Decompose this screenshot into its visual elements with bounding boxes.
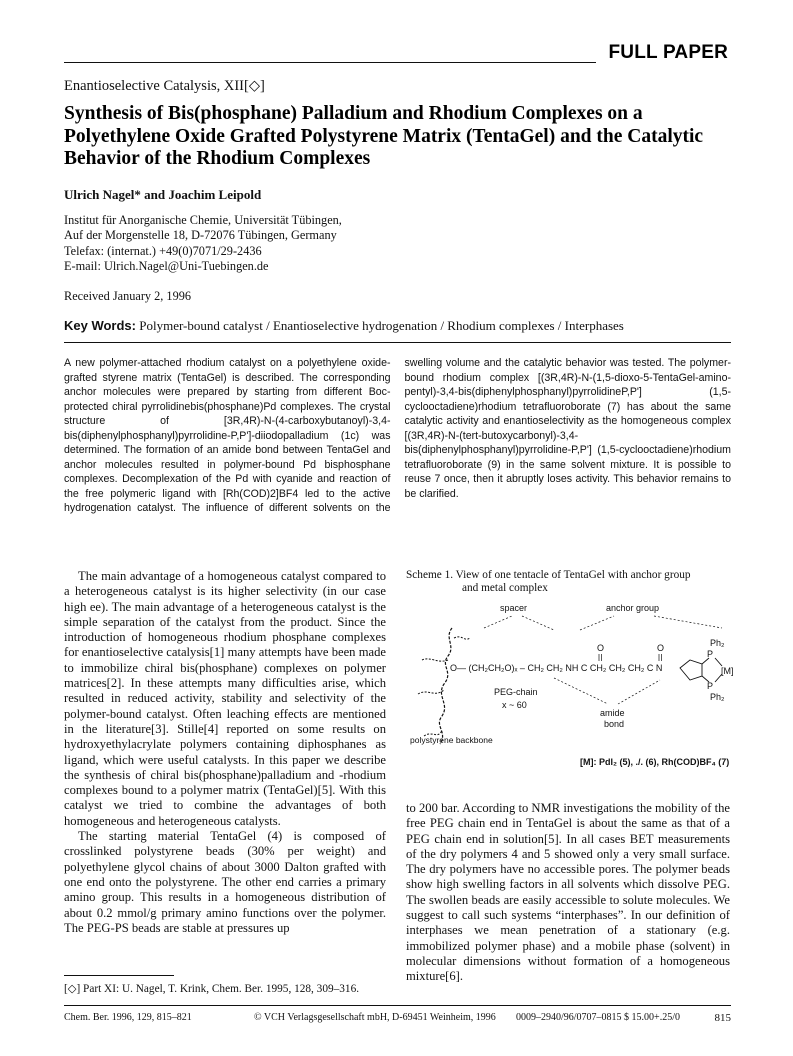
ph-top-label: Ph₂ xyxy=(710,638,725,648)
body-paragraph: The starting material TentaGel (4) is composed of crosslinked polystyrene beads (30% per weight) and polyethylene glycol chains of about 3000 Dalton grafted with one end onto the polystyrene. The other end carries a primary amino group. This results in a homogeneous distribution of about 0.2 mmol/g primary amino functions over the polymer. The PEG-PS beads are stable at pressures up xyxy=(64,829,386,935)
abstract xyxy=(64,356,731,516)
chain-formula: O— (CH₂CH₂O)ₓ – CH₂ CH₂ NH C CH₂ CH₂ CH₂ C N xyxy=(450,663,663,673)
metal-bond xyxy=(715,658,722,666)
x-value-label: x ~ 60 xyxy=(502,700,527,710)
carbonyl-o-label: O xyxy=(657,643,665,653)
footer-divider xyxy=(64,1005,731,1006)
spacer-guide xyxy=(522,616,554,630)
anchor-guide xyxy=(654,616,722,628)
series-title: Enantioselective Catalysis, XII[◇] xyxy=(64,78,265,94)
peg-guide xyxy=(554,678,608,704)
amide-label: amide xyxy=(600,708,625,718)
metal-label: [M] xyxy=(721,666,734,676)
body-paragraph: The main advantage of a homogeneous catalyst compared to a heterogeneous catalyst is its higher selectivity (in our case high ee). The main advantage of a heterogeneous catalyst is the simple separation of the catalyst from the product. Since the introduction of homogeneous rhodium phosphane complexes for enantioselective catalysis[1] many attempts have been made to immobilize chiral bis(phosphane) complexes on polymer matrices[2]. In these attempts many difficulties arise, which resulted in reduced activity, stability and selectivity of the polymer-bound catalyst. Often leaching effects are mentioned in the literature[3]. Stille[4] reported on some results on hydroxyethylacrylate polymers containing diphosphanes as ligand, which were useful catalysts. In this paper we describe the synthesis of chiral bis(phosphane)palladium and -rhodium complexes bound to a polymer matrix (TentaGel)[5]. With this catalyst we tried to combine the advantages of both homogeneous and heterogeneous catalysts. xyxy=(64,569,386,828)
body-right-column xyxy=(406,801,730,985)
footnote: [◇] Part XI: U. Nagel, T. Krink, Chem. Ber. 1995, 128, 309–316. xyxy=(64,983,360,995)
affiliation-line: Auf der Morgenstelle 18, D-72076 Tübingen, Germany xyxy=(64,228,337,243)
polystyrene-branch-shape xyxy=(422,659,448,661)
section-label: FULL PAPER xyxy=(608,42,728,63)
metal-legend: [M]: PdI₂ (5), ./. (6), Rh(COD)BF₄ (7) xyxy=(580,757,730,767)
spacer-label: spacer xyxy=(500,603,528,613)
footer-publisher: © VCH Verlagsgesellschaft mbH, D-69451 Weinheim, 1996 xyxy=(254,1012,496,1023)
keywords-text: Polymer-bound catalyst / Enantioselective hydrogenation / Rhodium complexes / Interphases xyxy=(139,318,624,333)
scheme-caption xyxy=(406,569,736,595)
footer-journal: Chem. Ber. 1996, 129, 815–821 xyxy=(64,1012,192,1023)
bond-label: bond xyxy=(604,719,625,729)
paper-title: Synthesis of Bis(phosphane) Palladium and Rhodium Complexes on a Polyethylene Oxide Grafted Polystyrene Matrix (TentaGel) and the Catalytic Behavior of the Rhodium Complexes xyxy=(64,103,704,169)
affiliation-line: Institut für Anorganische Chemie, Universität Tübingen, xyxy=(64,213,342,227)
anchor-group-label: anchor group xyxy=(606,603,660,613)
body-left-column xyxy=(64,569,386,936)
polystyrene-backbone-shape xyxy=(439,628,452,744)
polystyrene-branch-shape xyxy=(454,637,470,639)
anchor-guide xyxy=(580,616,614,630)
page-number: 815 xyxy=(714,1012,731,1024)
footnote-divider xyxy=(64,975,174,976)
peg-chain-label: PEG-chain xyxy=(494,687,538,697)
scheme-caption-line: Scheme 1. View of one tentacle of TentaGel with anchor group xyxy=(406,569,691,581)
affiliation-line: Telefax: (internat.) +49(0)7071/29-2436 xyxy=(64,243,262,258)
affiliation xyxy=(64,213,342,274)
p-bottom-label: P xyxy=(707,681,714,691)
received-date: Received January 2, 1996 xyxy=(64,289,192,303)
footer-code: 0009–2940/96/0707–0815 $ 15.00+.25/0 xyxy=(516,1012,680,1023)
header-rule xyxy=(64,62,596,63)
affiliation-email[interactable]: E-mail: Ulrich.Nagel@Uni-Tuebingen.de xyxy=(64,258,269,273)
authors: Ulrich Nagel* and Joachim Leipold xyxy=(64,187,262,202)
spacer-guide xyxy=(484,616,512,628)
abstract-text: A new polymer-attached rhodium catalyst on a polyethylene oxide-grafted styrene matrix (TentaGel) is described. The corresponding anchor molecules were prepared by starting from different Boc-protected chiral pyrrolidinebis(phosphane)Pd complexes. The crystal structure of [3R,4R)-N-(4-carboxybutanoyl)-3,4-bis(diphenylphosphanyl)pyrrolidine-P,P']-diiodopalladium (1c) was determined. The formation of an amide bond between TentaGel and anchor molecules resulted in polymer-bound Pd bisphosphane complexes. Decomplexation of the Pd with cyanide and reaction of the free polymeric ligand with [Rh(COD)2]BF4 led to the active hydrogenation catalyst. The influence of different solvents on the swelling volume and the catalytic behavior was tested. The polymer-bound rhodium complex [(3R,4R)-N-(1,5-dioxo-5-TentaGel-amino-pentyl)-3,4-bis(diphenylphosphanyl)pyrrolidineP,P'] (1,5-cyclooctadiene)rhodium tetrafluoroborate (7) has about the same catalytic activity and enantioselectivity as the homogeneous complex [(3R,4R)-N-(tert-butoxycarbonyl)-3,4-bis(diphenylphosphanyl)pyrrolidine-P,P'] (1,5-cyclooctadiene)rhodium tetrafluoroborate (9) in the same solvent mixture. It is possible to reuse 7 once, then it abruptly loses activity. This behavior remains to be clarified. xyxy=(64,357,731,514)
keywords-label: Key Words: xyxy=(64,318,136,333)
peg-guide xyxy=(618,680,660,704)
keywords-divider xyxy=(64,342,731,343)
ph-bottom-label: Ph₂ xyxy=(710,692,725,702)
backbone-label: polystyrene backbone xyxy=(410,735,493,745)
p-top-label: P xyxy=(707,649,714,659)
pyrrolidine-ring xyxy=(680,660,702,680)
body-paragraph: to 200 bar. According to NMR investigations the mobility of the free PEG chain end in TentaGel is about the same as that of a PEG chain end in solution[5]. In all cases BET measurements of the dry polymers 4 and 5 showed only a very small surface. The dry polymers have no accessible pores. The polymer beads show high swelling factors in all solvents which dissolve PEG. The swollen beads are easily accessible to solute molecules. We suggest to call such systems “interphases”. In our definition of interphases we mean penetration of a stationary (e.g. immobilized polymer phase) and a mobile phase (solvent) in molecular dimensions without formation of a homogeneous mixture[6]. xyxy=(406,801,730,984)
polystyrene-branch-shape xyxy=(418,690,444,694)
keywords xyxy=(64,318,624,334)
scheme-caption-line: and metal complex xyxy=(462,582,548,594)
scheme-diagram xyxy=(404,598,734,768)
carbonyl-o-label: O xyxy=(597,643,605,653)
